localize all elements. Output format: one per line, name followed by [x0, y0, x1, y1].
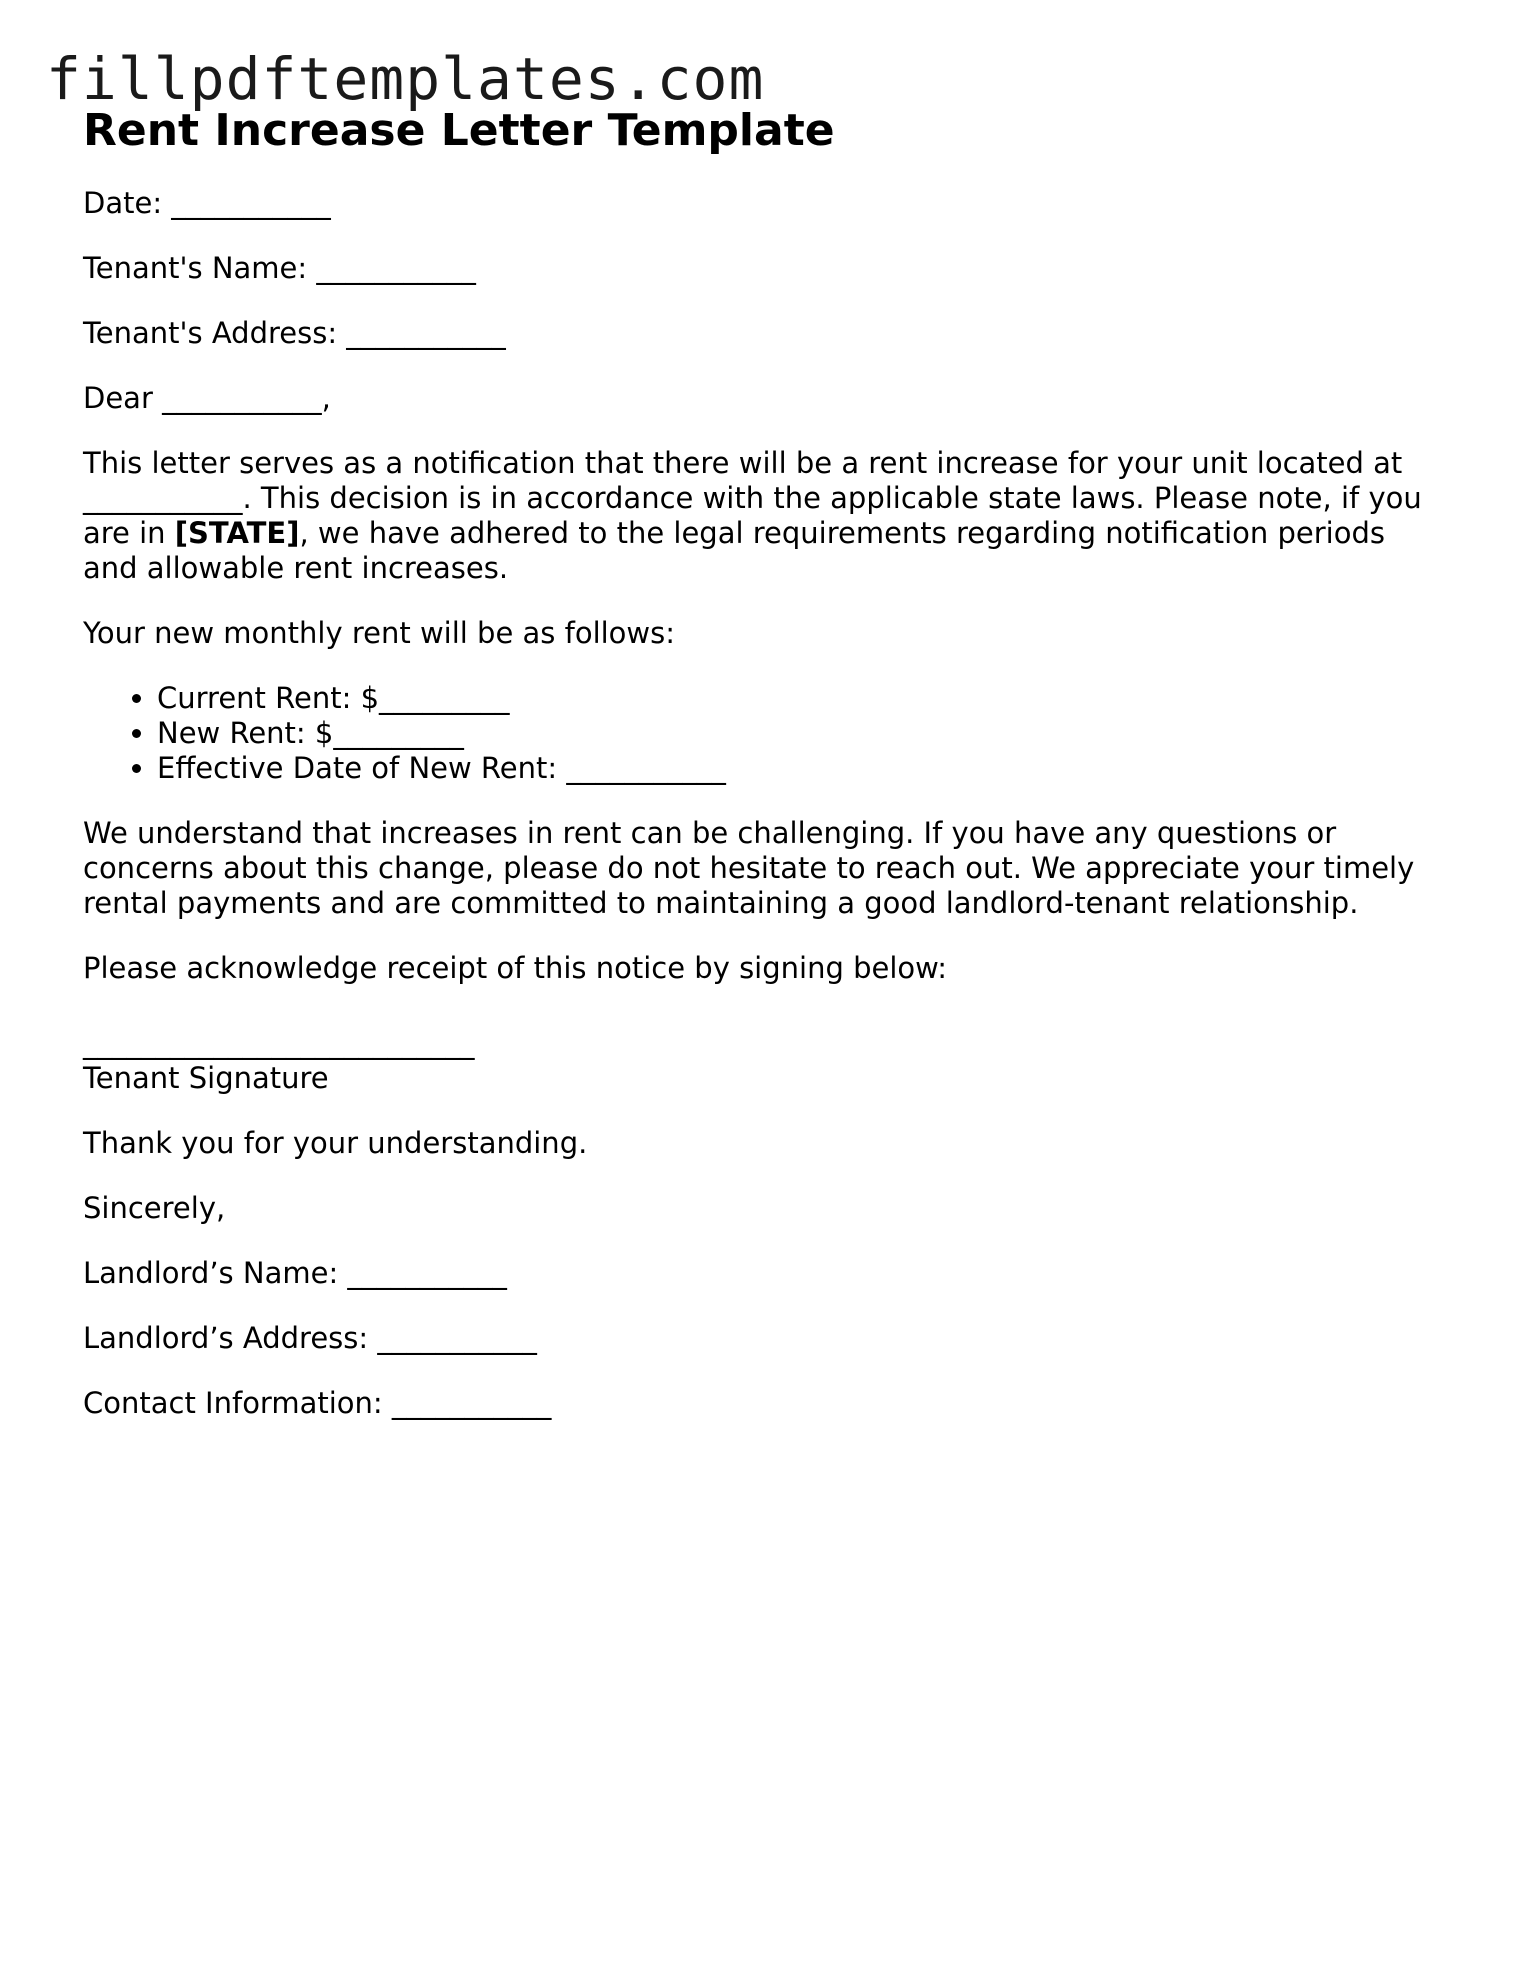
contact-info-field: Contact Information: ___________: [83, 1386, 552, 1420]
rent-list: [83, 681, 1443, 786]
list-item-new-rent: • New Rent: $_________: [157, 716, 1443, 751]
list-item-current-rent: • Current Rent: $_________: [157, 681, 1443, 716]
landlord-name-field: Landlord’s Name: ___________: [83, 1256, 507, 1290]
sincerely-text: Sincerely,: [83, 1191, 226, 1225]
letter-document: [83, 104, 1443, 1451]
salutation: Dear ___________,: [83, 381, 331, 415]
notification-text-end: , we have adhered to the legal requirements regarding notification periods and allowable rent increases.: [83, 516, 1385, 585]
tenant-address-field: Tenant's Address: ___________: [83, 316, 506, 350]
watermark: fillpdftemplates.com: [46, 45, 765, 113]
signature-line: ___________________________: [83, 1026, 475, 1060]
notification-text-start: This letter serves as a notification that there will be a rent increase for your unit located at ___________. This decision is in accordance with the applicable state laws. Please note, if you are in: [83, 446, 1422, 550]
signature-label: Tenant Signature: [83, 1061, 329, 1095]
page-title: Rent Increase Letter Template: [83, 105, 835, 156]
list-item-effective-date: • Effective Date of New Rent: ___________: [157, 751, 1443, 786]
signature-block: [83, 1026, 1443, 1096]
rent-intro: Your new monthly rent will be as follows:: [83, 616, 676, 650]
thanks-text: Thank you for your understanding.: [83, 1126, 588, 1160]
notification-paragraph: [83, 446, 1443, 586]
landlord-address-field: Landlord’s Address: ___________: [83, 1321, 537, 1355]
understanding-paragraph: We understand that increases in rent can be challenging. If you have any questions or concerns about this change, please do not hesitate to reach out. We appreciate your timely rental payments and are committed to maintaining a good landlord-tenant relationship.: [83, 816, 1415, 920]
state-placeholder: [STATE]: [174, 516, 300, 550]
acknowledge-text: Please acknowledge receipt of this notice by signing below:: [83, 951, 948, 985]
date-field: Date: ___________: [83, 186, 331, 220]
tenant-name-field: Tenant's Name: ___________: [83, 251, 476, 285]
